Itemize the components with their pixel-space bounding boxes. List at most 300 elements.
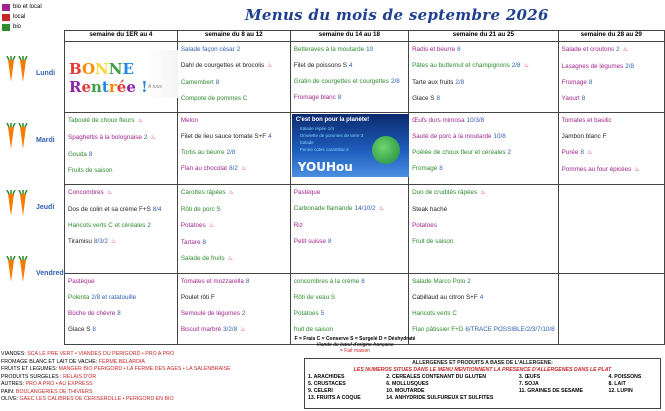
supplier-names: BOULANGERIES DE THIVIERS (15, 388, 93, 395)
homemade-icon: ♨ (586, 150, 593, 156)
allergen-codes: 8 (588, 79, 593, 86)
menu-cell (558, 185, 664, 274)
allergen-codes: 3/2/8 (223, 326, 238, 333)
legend-label: bio (13, 24, 22, 30)
supplier-category: PRODUITS SURGELES : (1, 373, 64, 380)
allergen-codes: 8 (337, 94, 342, 101)
dish-name: Camembert (180, 79, 214, 86)
allergen-item: 5. CRUSTACES (308, 381, 346, 387)
legend-swatch (2, 14, 10, 21)
legend-item (2, 12, 42, 22)
supplier-names: PRO A PRO • AU EXPRESS (25, 381, 93, 387)
allergen-codes: 8 (327, 238, 332, 245)
allergen-item: 13. FRUITS A COQUE (308, 395, 361, 401)
banner-letter: r (108, 78, 117, 96)
menu-item (68, 326, 174, 333)
menu-cell (65, 274, 178, 345)
dish-name: Potatoes (180, 222, 206, 229)
menu-item (181, 222, 287, 230)
dish-name: Melon (180, 117, 198, 124)
banner-letter: e (81, 78, 92, 96)
banner-letter: t (101, 78, 109, 96)
dish-name: Fruit de saison (412, 238, 454, 245)
allergen-codes: 2 (143, 134, 148, 141)
carrot-icon (2, 256, 32, 284)
dish-name: Poêlée de choux fleur et céréales (412, 149, 506, 156)
menu-cell (409, 113, 559, 185)
dish-name: Filet de poissons S (293, 62, 347, 69)
allergen-codes: 14/10/2 (354, 205, 376, 212)
menu-item (68, 151, 174, 158)
homemade-icon: ♨ (137, 118, 143, 124)
allergen-codes: 2 (242, 310, 246, 317)
planet-line: Salade répée 1/4 (299, 126, 335, 131)
menu-item (412, 133, 555, 140)
banner-letter: é (116, 78, 127, 96)
supplier-row (1, 366, 301, 374)
menu-item (294, 238, 405, 245)
menu-item (412, 206, 555, 213)
dish-name: Compote de pommes C (180, 95, 248, 102)
dish-name: Salade Marco Polo (412, 278, 466, 285)
dish-name: Dos de colin et sa crème F+S (68, 206, 151, 213)
allergens-title: ALLERGENES ET PRODUITS A BASE DE L'ALLERGENE: (412, 360, 553, 366)
menu-item (181, 239, 287, 246)
dish-name: Haricots verts C et céréales (68, 222, 146, 229)
homemade-icon: ♨ (523, 63, 529, 69)
menu-item (412, 95, 555, 102)
menu-item (294, 326, 405, 333)
banner-letter: N (95, 60, 109, 78)
allergen-codes: 8 (580, 149, 584, 156)
dish-name: Radis et beurre (412, 46, 456, 53)
allergens-subtitle: LES NUMEROS SITUES DANS LE MENU MENTIONNENT LA PRESENCE D'ALLERGENES DANS LE PLAT (353, 367, 612, 373)
dish-name: Tomates et basilic (561, 117, 612, 124)
allergen-codes: 8 (245, 278, 250, 285)
legend-swatch (2, 24, 10, 31)
allergen-codes: 8 (436, 95, 440, 102)
menu-item (181, 95, 287, 102)
dish-name: Rôti de porc S (180, 206, 221, 213)
supplier-row (1, 389, 301, 397)
dish-name: Gouda (68, 151, 87, 158)
supplier-row (1, 359, 301, 367)
allergen-codes: 8/4 (152, 206, 162, 213)
dish-name: Tiramisu (68, 238, 92, 245)
dish-name: Potatoes (412, 222, 437, 229)
menu-item (562, 133, 661, 140)
menu-cell (558, 113, 664, 185)
supplier-category: FROMAGE BLANC ET LAIT DE VACHE: (1, 358, 99, 365)
week-header: semaine du 21 au 25 (409, 31, 559, 42)
menu-item (412, 165, 555, 172)
banner-letter: O (81, 60, 96, 78)
supplier-row (1, 374, 301, 382)
menu-item (294, 222, 405, 229)
banner-letter: n (91, 78, 102, 96)
allergen-codes: 8 (202, 239, 206, 246)
dish-name: Fromage blanc (293, 94, 336, 101)
menu-cell (290, 42, 408, 113)
allergen-codes: 5 (320, 310, 325, 317)
page-title: Menus du mois de septembre 2026 (245, 6, 549, 24)
supplier-row (1, 396, 301, 404)
supplier-names: FERME BELARDIA (98, 358, 145, 365)
dish-name: Gratin de courgettes et courgettes (293, 78, 389, 85)
allergen-item: 8. LAIT (608, 381, 626, 387)
menu-item (294, 278, 405, 285)
menu-item (181, 278, 287, 285)
menu-item (412, 189, 555, 197)
banner-letter: N (108, 60, 123, 78)
banner-letter: R (69, 78, 82, 96)
menu-item (294, 294, 405, 301)
menu-cell (65, 113, 178, 185)
menu-item (562, 117, 661, 124)
week-header: semaine du 28 au 29 (558, 31, 664, 42)
menu-cell (558, 274, 664, 345)
dish-name: Haricots verts C (412, 310, 457, 317)
dish-name: Potatoes (293, 310, 319, 317)
allergen-codes: 2/8 (625, 63, 635, 70)
dish-name: Filet de lieu sauce tomate S+F (180, 133, 267, 140)
menu-item (294, 62, 405, 69)
dish-name: Carbonade flamande (293, 205, 353, 212)
supplier-names: GAEC LES CALIBRES DE CERISEROLLE • PERIGORD EN BIO (19, 396, 174, 402)
dish-name: Riz (293, 222, 303, 229)
allergen-codes: 8 (117, 310, 121, 317)
dish-name: Bûche de chèvre (68, 310, 116, 317)
menu-item (68, 206, 174, 213)
planet-line: Omelette de pommes de terre 3 (299, 133, 364, 138)
day-row (0, 242, 64, 307)
menu-item (562, 46, 661, 54)
allergen-codes: 10/8 (493, 133, 506, 140)
day-row (0, 109, 64, 174)
dish-name: Tortis au beurre (180, 149, 225, 156)
allergen-item: 4. POISSONS (608, 374, 642, 380)
dish-name: Salade et croutons (561, 46, 615, 53)
carrot-icon (2, 123, 32, 151)
allergen-codes: 2 (616, 46, 620, 53)
menu-item (181, 165, 287, 173)
allergen-codes: 8 (215, 79, 220, 86)
rentree-banner (66, 50, 178, 98)
supplier-category: FRUITS ET LEGUMES: (1, 366, 59, 372)
homemade-icon: ♨ (240, 327, 246, 333)
homemade-icon: ♨ (227, 256, 233, 262)
dish-name: Fromage (412, 165, 438, 172)
menu-item (181, 46, 287, 53)
supplier-row (1, 351, 301, 359)
day-row (0, 42, 64, 107)
dish-name: Flan au chocolat (180, 165, 228, 172)
allergen-codes: 8 (361, 278, 365, 285)
menu-cell (409, 185, 559, 274)
allergen-item: 9. CELERI (308, 388, 333, 394)
homemade-icon: ♨ (106, 190, 113, 196)
menu-cell (177, 274, 290, 345)
homemade-icon: ♨ (378, 206, 384, 212)
menu-cell (65, 42, 178, 113)
homemade-icon: ♨ (240, 166, 247, 172)
menu-item (412, 294, 555, 301)
day-row (0, 176, 64, 241)
homemade-icon: ♨ (634, 167, 640, 173)
dish-name: Semoule de légumes (180, 310, 241, 317)
menu-item (562, 149, 661, 157)
menu-item (294, 205, 405, 213)
menu-item (68, 222, 174, 229)
supplier-names: SCA LE PRE VERT • VIANDES DU PERIGORD • PRO A PRO (27, 351, 175, 357)
dish-name: Pâtes au butternut et champignons (412, 62, 510, 69)
dish-name: Glace S (68, 326, 91, 333)
legend-swatch (2, 4, 10, 11)
dish-name: Fromage (561, 79, 587, 86)
planet-globe-icon (372, 136, 400, 164)
planet-line: Penne cotes carambar 6 (299, 147, 349, 152)
allergen-codes: 4 (348, 62, 353, 69)
dish-name: Lasagnes de légumes (561, 63, 624, 70)
week-header: semaine du 14 au 18 (290, 31, 408, 42)
week-header: semaine du 8 au 12 (177, 31, 290, 42)
dish-name: Sauté de porc à la moutarde (412, 133, 492, 140)
footer-line: = Fait maison (339, 348, 371, 354)
allergen-codes: 8 (439, 165, 443, 172)
menu-item (68, 167, 174, 174)
youhou-logo: YOUHou (297, 160, 353, 174)
menu-item (562, 95, 661, 102)
menu-item (412, 62, 555, 70)
menu-item (412, 278, 555, 285)
allergen-codes: 4 (479, 294, 484, 301)
banner-letter: e (126, 78, 136, 96)
dish-name: Pastèque (68, 278, 95, 285)
supplier-row (1, 381, 301, 389)
planet-line: Salade (299, 140, 314, 145)
menu-item (68, 310, 174, 317)
dish-name: Polenta (68, 294, 90, 301)
allergen-item: 6. MOLLUSQUES (386, 381, 429, 387)
menu-item (181, 149, 287, 156)
dish-name: Tarte aux fruits (412, 79, 454, 86)
supplier-category: OLIVE: (1, 396, 20, 402)
dish-name: Spaghettis à la bolognaise (68, 134, 142, 141)
homemade-icon: ♨ (622, 47, 629, 53)
supplier-names: RELAIS D'OR (63, 373, 97, 380)
dish-name: concombres à la crème (293, 278, 360, 285)
menu-item (181, 79, 287, 86)
allergen-item: 3. ŒUFS (518, 374, 541, 380)
banner-letter: E (122, 60, 134, 78)
supplier-category: PAIN: (1, 388, 16, 395)
allergen-codes: 4 (268, 133, 272, 140)
allergen-codes: 2 (467, 278, 471, 285)
dish-name: Fruits de saison (68, 167, 113, 174)
menu-item (181, 310, 287, 317)
menu-item (181, 133, 287, 140)
allergen-codes: 10 (366, 46, 374, 53)
menu-cell (409, 42, 559, 113)
dish-name: Pommes au four épicées (561, 166, 632, 173)
allergen-codes: 8 (581, 95, 586, 102)
allergen-item: 14. ANHYDRIDE SULFUREUX ET SULFITES (386, 395, 494, 401)
footer-line: F = Frais C = Conserve S = Surgelé D = Déshydraté (294, 336, 416, 342)
dish-name: Tartare (180, 239, 201, 246)
dish-name: Jambon blanc F (561, 133, 607, 140)
menu-cell (177, 185, 290, 274)
menu-item (181, 206, 287, 213)
homemade-icon: ♨ (267, 63, 273, 69)
dish-name: Betteraves à la moutarde (293, 46, 365, 53)
menu-item (68, 189, 174, 197)
supplier-category: AUTRES: (1, 381, 26, 387)
allergen-codes: 8 (92, 326, 96, 333)
menu-item (412, 149, 555, 156)
menu-item (181, 294, 287, 301)
menu-item (412, 310, 555, 317)
legend-label: bio et local (13, 4, 42, 10)
dish-name: Biscuit marbré (180, 326, 222, 333)
dish-name: Purée (561, 149, 579, 156)
allergen-codes: 8/3/2 (93, 238, 108, 245)
day-label: Mardi (36, 137, 55, 144)
legend-item (2, 2, 42, 12)
menu-item (294, 94, 405, 101)
menu-item (68, 117, 174, 125)
banner-subtitle: A tous (148, 84, 162, 90)
allergen-codes: 8/2 (229, 165, 238, 172)
homemade-icon: ♨ (208, 223, 215, 229)
allergens-box (304, 358, 661, 409)
day-label: Lundi (36, 70, 56, 77)
menu-item (68, 294, 174, 301)
menu-cell (290, 185, 408, 274)
dish-name: Petit suisse (293, 238, 326, 245)
homemade-icon: ♨ (228, 190, 235, 196)
menu-item (68, 134, 174, 142)
dish-name: Glace S (412, 95, 435, 102)
dish-name: Duo de crudités râpées (412, 189, 478, 196)
menu-item (294, 78, 405, 85)
menu-item (412, 46, 555, 53)
planet-image (292, 114, 409, 177)
menu-item (562, 79, 661, 86)
allergen-codes: 2/8 (226, 149, 236, 156)
menu-item (181, 189, 287, 197)
banner-letter: ! (141, 78, 148, 96)
menu-cell (177, 42, 290, 113)
supplier-category: VIANDES: (1, 351, 28, 357)
dish-name: Poulet rôti F (180, 294, 215, 301)
allergen-codes: 2 (236, 46, 241, 53)
dish-name: Cabillaud au citron S+F (412, 294, 478, 301)
allergen-codes: 2/8 (455, 79, 465, 86)
dish-name: Carottes râpées (180, 189, 226, 196)
footer-line: Viande de bœuf d'origine française (316, 342, 394, 348)
dish-name: Concombres (68, 189, 104, 196)
allergen-codes: 2/8 et ratatouille (91, 294, 137, 301)
menu-item (68, 238, 174, 246)
menu-item (181, 326, 287, 334)
allergen-item: 1. ARACHIDES (308, 374, 345, 380)
dish-name: Steak haché (412, 206, 448, 213)
allergen-codes: 2/8 (511, 62, 521, 69)
dish-name: Œufs durs mimosa (412, 117, 465, 124)
planet-title: C'est bon pour la planète! (295, 117, 370, 123)
dish-name: Pastèque (293, 189, 321, 196)
menu-table (64, 30, 665, 345)
menu-item (412, 222, 555, 229)
dish-name: Dahl de courgettes et brocolis (180, 62, 265, 69)
supplier-names: MANGER BIO PERIGORD • LA FERME DES AGES • LA SALENBRAISE (58, 366, 231, 372)
banner-letter: B (69, 60, 82, 78)
homemade-icon: ♨ (480, 190, 486, 196)
dish-name: Salade de fruits (180, 255, 225, 262)
day-label: Vendredi (36, 270, 66, 277)
color-legend (2, 2, 42, 32)
allergen-codes: 8 (88, 151, 93, 158)
legend-label: local (13, 14, 26, 20)
allergen-codes: 8 (457, 46, 461, 53)
menu-cell (290, 274, 408, 345)
menu-item (412, 117, 555, 124)
allergen-codes: 2 (507, 149, 512, 156)
allergen-item: 7. SOJA (518, 381, 539, 387)
week-header: semaine du 1ER au 4 (65, 31, 178, 42)
homemade-icon: ♨ (150, 135, 156, 141)
menu-cell (65, 185, 178, 274)
menu-item (181, 255, 287, 263)
menu-item (294, 310, 405, 317)
menu-cell (290, 113, 408, 185)
menu-item (294, 189, 405, 196)
allergen-codes: 2/8 (390, 78, 400, 85)
dish-name: Flan pâtissier F+D (412, 326, 464, 333)
dish-name: Rôti de veau S (293, 294, 336, 301)
allergens-grid (308, 374, 657, 402)
menu-cell (409, 274, 559, 345)
allergen-codes: 2 (147, 222, 151, 229)
menu-cell (558, 42, 664, 113)
carrot-icon (2, 190, 32, 218)
menu-item (412, 238, 555, 245)
dish-name: Salade façon césar (180, 46, 235, 53)
menu-item (412, 79, 555, 86)
day-label: Jeudi (36, 204, 55, 211)
allergen-codes: 10/3/8 (466, 117, 485, 124)
menu-item (412, 326, 555, 333)
suppliers-list (1, 351, 301, 404)
menu-item (562, 166, 661, 174)
dish-name: Taboulé de choux fleurs (68, 117, 135, 124)
menu-item (294, 46, 405, 53)
menu-item (68, 278, 174, 285)
dish-name: Tomates et mozzarella (180, 278, 244, 285)
allergen-item: 2. CEREALES CONTENANT DU GLUTEN (386, 374, 486, 380)
menu-item (181, 117, 287, 124)
legend-item (2, 22, 42, 32)
dish-name: fruit de saison (293, 326, 333, 333)
dish-name: Yaourt (561, 95, 580, 102)
allergen-item: 11. GRAINES DE SESAME (518, 388, 583, 394)
menu-item (181, 62, 287, 70)
allergen-codes: 8/TRACE POSSIBLE/2/3/7/10/8 (465, 326, 555, 333)
menu-item (562, 63, 661, 70)
carrot-icon (2, 56, 32, 84)
homemade-icon: ♨ (110, 239, 117, 245)
allergen-item: 12. LUPIN (608, 388, 633, 394)
